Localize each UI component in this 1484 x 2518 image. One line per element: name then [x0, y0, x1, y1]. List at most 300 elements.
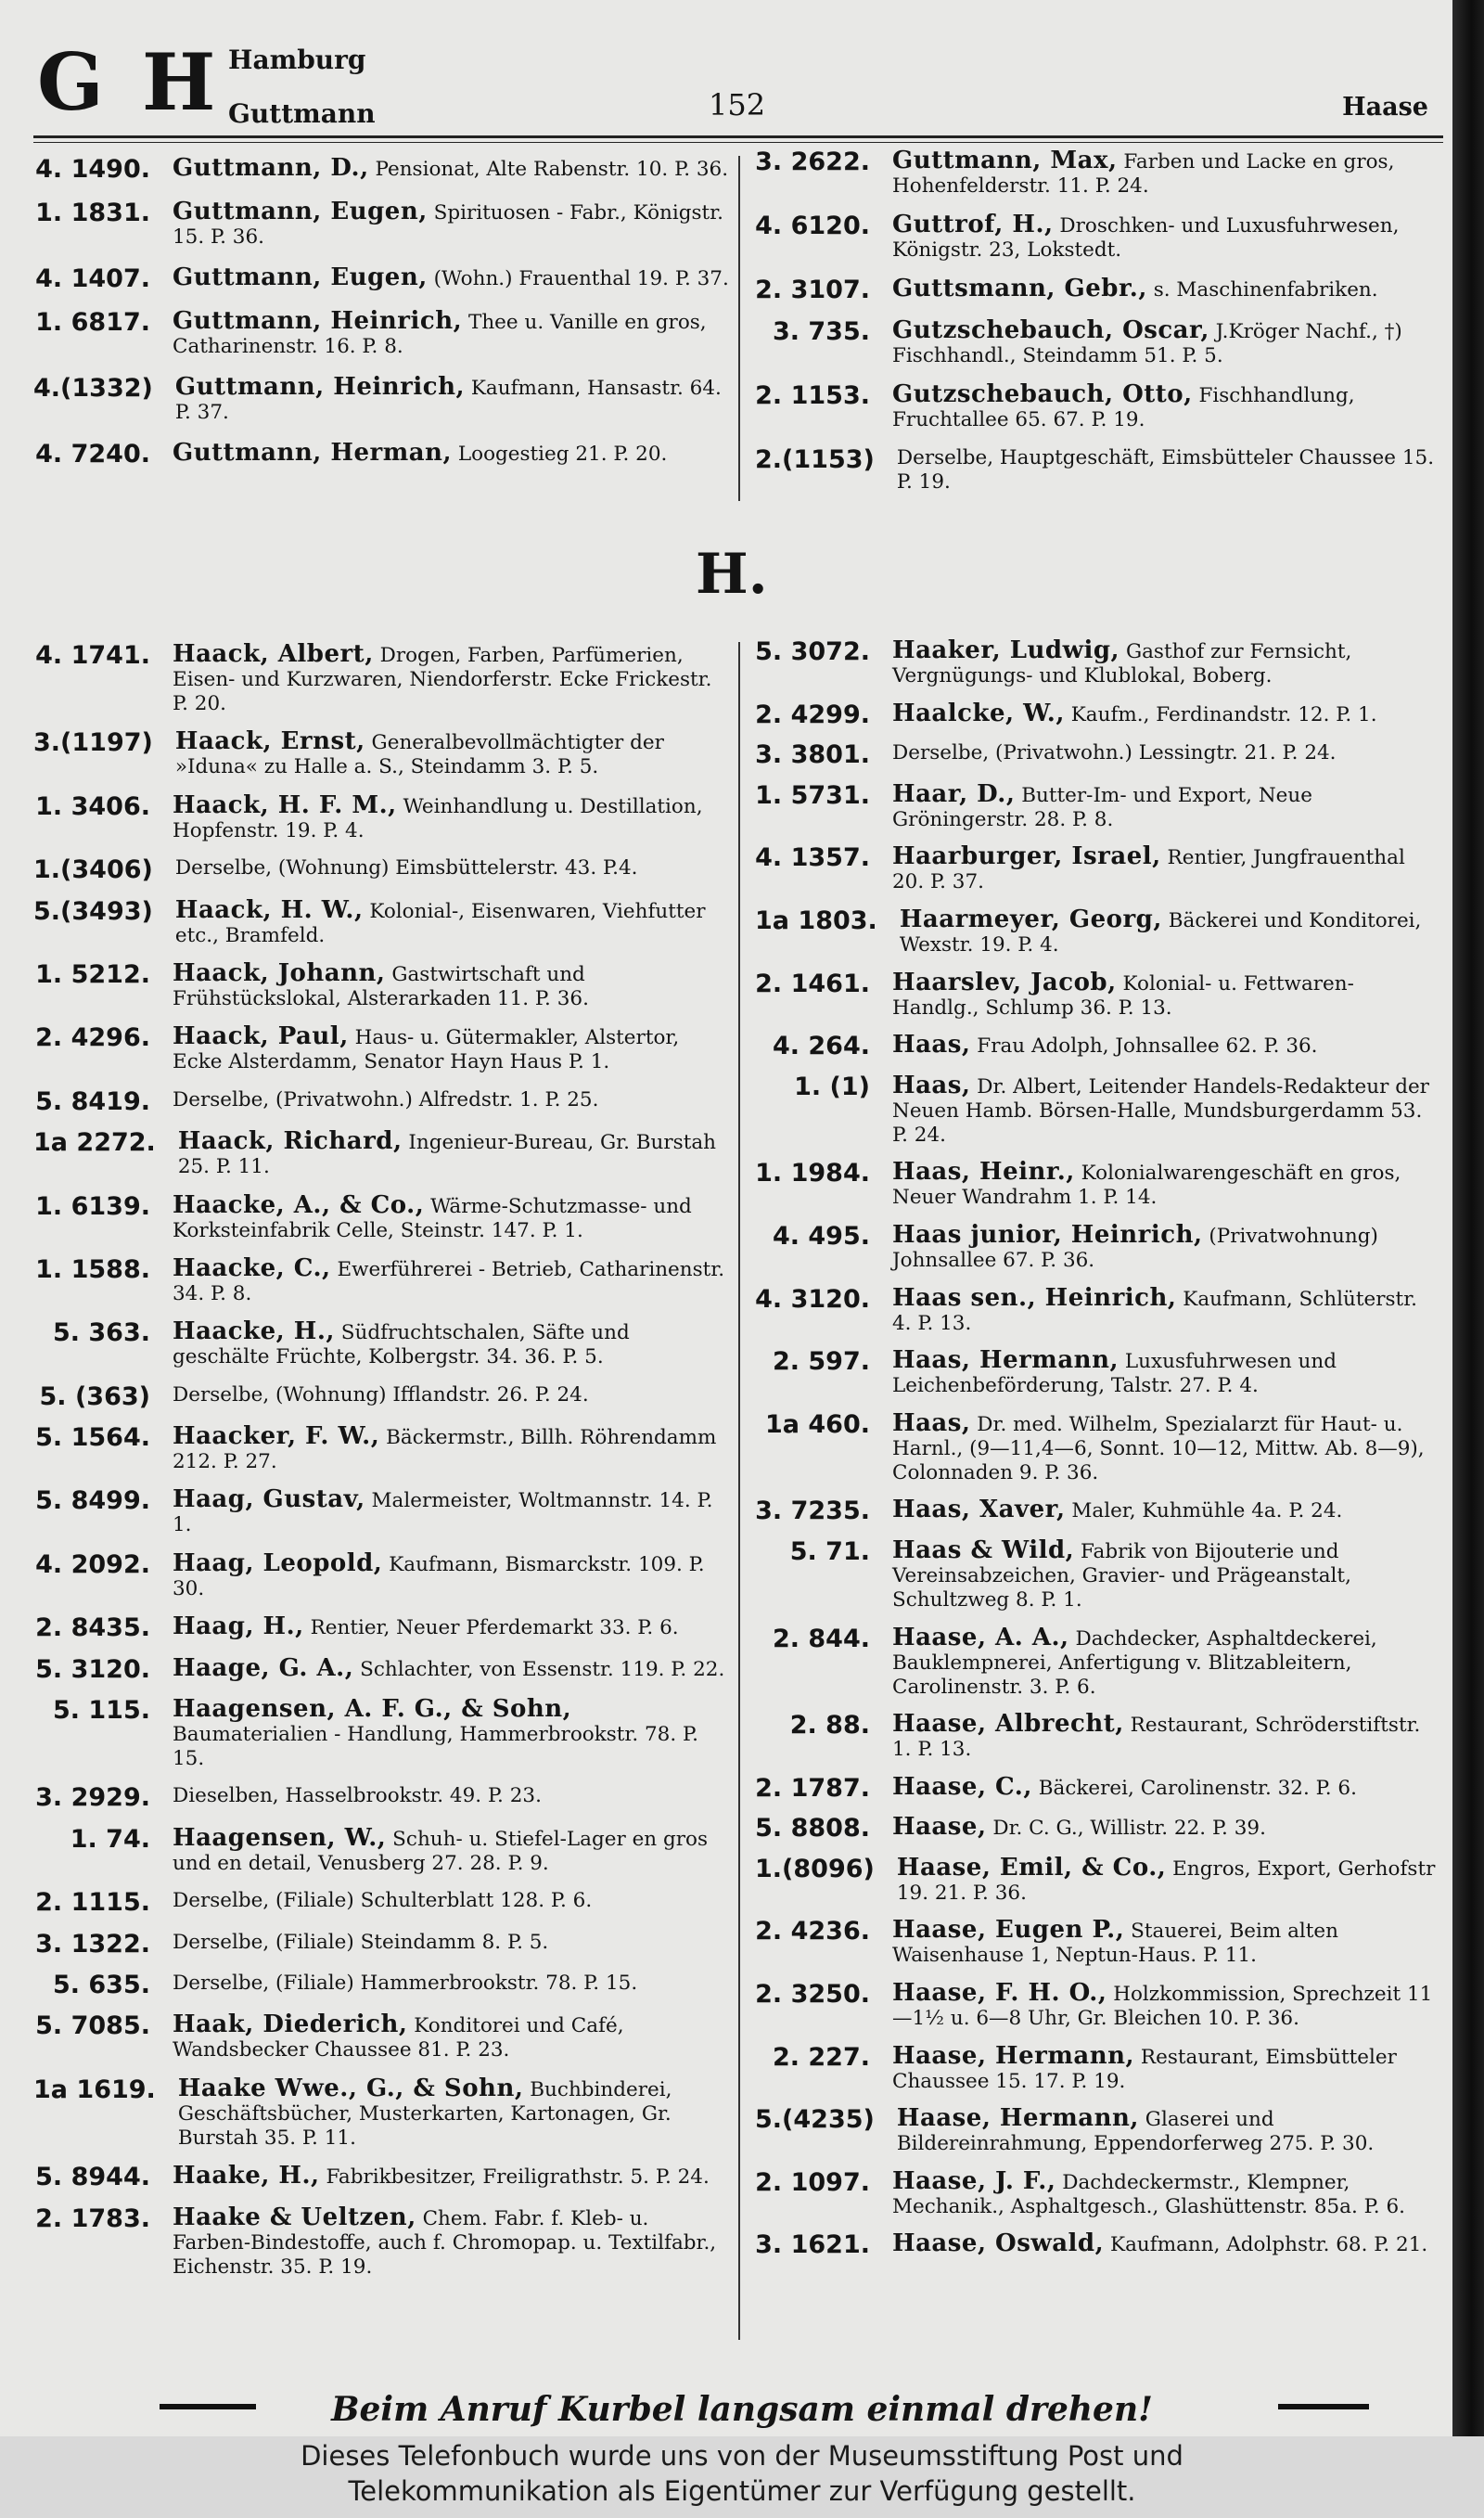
directory-entry — [755, 1625, 1438, 1700]
directory-entry — [755, 1535, 1438, 1612]
entry-text — [178, 2076, 729, 2151]
phone-number: 3. 3801. — [755, 740, 870, 770]
entry-text — [173, 199, 729, 250]
directory-entry — [33, 2205, 729, 2280]
credit-line-1: Dieses Telefonbuch wurde uns von der Museumsstiftung Post und — [301, 2440, 1183, 2472]
subscriber-name: Guttmann, Heinrich, — [174, 373, 466, 401]
directory-entry — [755, 1283, 1438, 1336]
entry-details: Ewerführerei - Betrieb, Catharinenstr. 34. P. 8. — [173, 1257, 725, 1305]
directory-entry — [755, 1853, 1438, 1906]
entry-text — [173, 1383, 729, 1407]
phone-number: 3.(1197) — [33, 728, 153, 758]
entry-details: Pensionat, Alte Rabenstr. 10. P. 36. — [375, 158, 729, 181]
subscriber-name: Haaker, Ludwig, — [892, 636, 1120, 664]
directory-entry — [755, 446, 1438, 495]
directory-entry — [33, 1319, 729, 1369]
entry-details: Droschken- und Luxusfuhrwesen, Königstr. 23, Lokstedt. — [892, 214, 1400, 262]
entry-details: Baumaterialien - Handlung, Hammerbrookstr. 78. P. 15. — [173, 1723, 698, 1771]
entry-details: Wärme-Schutzmasse- und Korksteinfabrik Celle, Steinstr. 147. P. 1. — [173, 1194, 692, 1242]
entry-text — [173, 790, 729, 843]
entry-text — [173, 1697, 729, 1771]
directory-entry — [755, 1408, 1438, 1485]
phone-number: 3. 735. — [772, 317, 870, 346]
subscriber-name: Guttrof, H., — [892, 211, 1054, 238]
directory-entry — [33, 1383, 729, 1411]
subscriber-name: Haack, Johann, — [173, 958, 386, 987]
subscriber-name: Haag, Leopold, — [173, 1548, 383, 1577]
entry-details: Frau Adolph, Johnsallee 62. P. 36. — [977, 1034, 1318, 1059]
entry-text — [173, 156, 729, 182]
phone-number: 1. 1984. — [755, 1159, 870, 1188]
subscriber-name: Haas, Hermann, — [892, 1346, 1119, 1375]
directory-entry — [33, 309, 729, 359]
subscriber-name: Haase, Hermann, — [896, 2104, 1139, 2133]
directory-entry — [33, 1614, 729, 1642]
phone-number: 3. 1621. — [755, 2230, 870, 2260]
phone-number: 5. 8419. — [35, 1086, 150, 1116]
phone-number: 5. 3072. — [755, 637, 870, 666]
entry-details: (Wohn.) Frauenthal 19. P. 37. — [433, 267, 729, 290]
phone-number: 1a 460. — [764, 1409, 870, 1439]
entry-text — [892, 1348, 1438, 1398]
entry-text — [892, 318, 1438, 368]
phone-number: 2. 227. — [772, 2042, 870, 2072]
entry-text — [173, 1614, 729, 1640]
directory-entry — [33, 856, 729, 884]
entry-details: Dr. C. G., Willistr. 22. P. 39. — [992, 1817, 1266, 1841]
entry-text — [173, 1548, 729, 1601]
entry-details: Derselbe, (Wohnung) Eimsbüttelerstr. 43. P.4. — [174, 856, 638, 880]
entry-details: Schlachter, von Essenstr. 119. P. 22. — [360, 1657, 725, 1681]
directory-entry — [755, 276, 1438, 304]
entry-details: Konditorei und Café, Wandsbecker Chaussee 81. P. 23. — [173, 2014, 624, 2062]
header-city: Hamburg — [228, 45, 366, 75]
column-top-right — [755, 148, 1438, 495]
entry-details: Bäckerei, Carolinenstr. 32. P. 6. — [1038, 1776, 1357, 1800]
entry-details: Derselbe, (Filiale) Schulterblatt 128. P. 6. — [173, 1889, 593, 1913]
directory-entry — [33, 958, 729, 1011]
entry-text — [892, 701, 1438, 727]
phone-number: 3. 7235. — [755, 1497, 870, 1526]
directory-entry — [755, 844, 1438, 894]
phone-number: 2. 3250. — [755, 1980, 870, 2010]
entry-details: Dr. Albert, Leitender Handels-Redakteur der Neuen Hamb. Börsen-Halle, Mundsburgerdamm 53. P. 24. — [892, 1074, 1429, 1147]
directory-entry — [33, 1190, 729, 1243]
phone-number: 2. 1115. — [35, 1888, 150, 1918]
entry-text — [173, 1823, 729, 1876]
entry-text — [173, 1972, 729, 1996]
header-last-name: Haase — [1342, 93, 1428, 122]
entry-text — [892, 1918, 1438, 1968]
entry-text — [173, 1487, 729, 1537]
entry-text — [178, 1129, 729, 1179]
entry-details: Gasthof zur Fernsicht, Vergnügungs- und Klublokal, Boberg. — [892, 640, 1352, 687]
directory-entry — [755, 2041, 1438, 2094]
phone-number: 2. 1153. — [755, 381, 870, 410]
phone-number: 4. 2092. — [35, 1549, 150, 1579]
entry-details: Luxusfuhrwesen und Leichenbeförderung, Talstr. 27. P. 4. — [892, 1350, 1337, 1398]
subscriber-name: Gutzschebauch, Oscar, — [892, 316, 1209, 344]
entry-details: Malermeister, Woltmannstr. 14. P. 1. — [173, 1489, 713, 1537]
subscriber-name: Haas, — [892, 1031, 971, 1060]
entry-details: Derselbe, (Filiale) Hammerbrookstr. 78. P. 15. — [173, 1971, 638, 1995]
entry-details: Ingenieur-Bureau, Gr. Burstah 25. P. 11. — [177, 1131, 717, 1179]
phone-number: 4. 1490. — [35, 155, 150, 184]
subscriber-name: Haag, H., — [173, 1612, 304, 1641]
entry-text — [892, 1712, 1438, 1762]
entry-text — [892, 382, 1438, 432]
entry-text — [892, 148, 1438, 199]
directory-entry — [33, 1823, 729, 1876]
entry-text — [892, 1220, 1438, 1273]
directory-entry — [33, 1088, 729, 1116]
phone-number: 5. 3120. — [35, 1654, 150, 1684]
entry-text — [173, 2012, 729, 2062]
directory-entry — [755, 779, 1438, 832]
phone-number: 5. 1564. — [35, 1423, 150, 1453]
entry-text — [173, 2164, 729, 2190]
subscriber-name: Guttmann, Max, — [892, 147, 1118, 174]
entry-text — [173, 1190, 729, 1243]
directory-entry — [755, 970, 1438, 1021]
phone-number: 1. 74. — [70, 1824, 150, 1854]
phone-number: 1a 1803. — [755, 906, 877, 935]
phone-number: 4. 6120. — [755, 212, 870, 240]
entry-text — [892, 276, 1438, 302]
phone-number: 5. 8499. — [35, 1486, 150, 1516]
phone-number: 2. 1787. — [755, 1773, 870, 1803]
phone-number: 5. 635. — [52, 1970, 150, 1999]
column-divider-top — [738, 156, 740, 501]
phone-number: 3. 1322. — [35, 1929, 150, 1959]
directory-entry — [33, 1784, 729, 1812]
subscriber-name: Guttmann, Eugen, — [173, 263, 428, 291]
entry-text — [892, 779, 1438, 832]
entry-details: Butter-Im- und Export, Neue Gröningerstr. 28. P. 8. — [892, 783, 1312, 831]
directory-entry — [755, 1497, 1438, 1525]
directory-entry — [33, 1424, 729, 1474]
directory-entry — [755, 701, 1438, 729]
subscriber-name: Haacker, F. W., — [173, 1422, 380, 1451]
entry-text — [175, 375, 729, 425]
directory-entry — [33, 1487, 729, 1537]
phone-number: 1a 2272. — [33, 1128, 156, 1158]
entry-text — [173, 642, 729, 716]
page-number: 152 — [709, 87, 766, 122]
phone-number: 1. 6139. — [35, 1191, 150, 1221]
entry-text — [892, 1625, 1438, 1700]
phone-number: 5. 8808. — [755, 1814, 870, 1844]
subscriber-name: Gutzschebauch, Otto, — [892, 380, 1193, 408]
entry-details: s. Maschinenfabriken. — [1153, 278, 1378, 302]
entry-text — [173, 1784, 729, 1808]
entry-text — [892, 741, 1438, 765]
subscriber-name: Haalcke, W., — [892, 699, 1065, 727]
entry-text — [892, 1981, 1438, 2031]
directory-entry — [755, 148, 1438, 199]
subscriber-name: Haacke, H., — [173, 1317, 335, 1346]
entry-details: Fischhandlung, Fruchtallee 65. 67. P. 19. — [892, 384, 1355, 431]
directory-entry — [755, 1815, 1438, 1843]
subscriber-name: Haase, F. H. O., — [892, 1979, 1107, 2008]
subscriber-name: Haack, Paul, — [173, 1022, 349, 1051]
directory-entry — [755, 1220, 1438, 1273]
directory-entry — [33, 2076, 729, 2151]
entry-details: Haus- u. Gütermakler, Alstertor, Ecke Alsterdamm, Senator Hayn Haus P. 1. — [173, 1026, 680, 1074]
header-letters: G H — [37, 36, 222, 128]
phone-number: 4. 495. — [772, 1221, 870, 1251]
entry-text — [897, 2106, 1438, 2156]
directory-entry — [33, 790, 729, 843]
entry-text — [892, 1073, 1438, 1148]
subscriber-name: Guttmann, Herman, — [173, 439, 453, 467]
column-divider-bottom — [738, 642, 740, 2340]
entry-text — [173, 1024, 729, 1074]
subscriber-name: Haase, — [892, 1813, 987, 1842]
subscriber-name: Haase, J. F., — [892, 2166, 1056, 2195]
directory-entry — [33, 265, 729, 293]
directory-entry — [755, 1712, 1438, 1762]
subscriber-name: Haase, Eugen P., — [892, 1916, 1125, 1945]
phone-number: 5. 71. — [789, 1536, 870, 1566]
phone-number: 1.(8096) — [755, 1854, 875, 1883]
subscriber-name: Guttmann, D., — [173, 154, 369, 182]
entry-text — [892, 1772, 1438, 1801]
subscriber-name: Haack, Albert, — [173, 640, 374, 668]
entry-details: Kolonialwarengeschäft en gros, Neuer Wandrahm 1. P. 14. — [892, 1162, 1401, 1210]
entry-text — [892, 1497, 1438, 1523]
phone-number: 2. 4299. — [755, 700, 870, 729]
entry-text — [173, 2205, 729, 2280]
phone-number: 2. 1461. — [755, 969, 870, 998]
subscriber-name: Haas, — [892, 1408, 971, 1437]
entry-details: Stauerei, Beim alten Waisenhause 1, Neptun-Haus. P. 11. — [892, 1920, 1338, 1968]
entry-text — [173, 1088, 729, 1112]
subscriber-name: Haarslev, Jacob, — [892, 968, 1117, 996]
entry-details: Thee u. Vanille en gros, Catharinenstr. 16. P. 8. — [173, 311, 707, 358]
phone-number: 5. 7085. — [35, 2011, 150, 2041]
phone-number: 2. 597. — [772, 1347, 870, 1377]
entry-text — [892, 638, 1438, 688]
entry-details: Fabrikbesitzer, Freiligrathstr. 5. P. 24. — [326, 2165, 710, 2190]
subscriber-name: Haack, H. W., — [174, 895, 364, 924]
entry-text — [173, 1889, 729, 1913]
directory-entry — [33, 1697, 729, 1771]
phone-number: 5. 8944. — [35, 2163, 150, 2192]
entry-details: Weinhandlung u. Destillation, Hopfenstr. 19. P. 4. — [173, 794, 703, 842]
entry-details: Südfruchtschalen, Säfte und geschälte Früchte, Kolbergstr. 34. 36. P. 5. — [173, 1321, 630, 1369]
directory-entry — [755, 1033, 1438, 1060]
phone-number: 3. 2929. — [35, 1783, 150, 1813]
entry-details: Dachdecker, Asphaltdeckerei, Bauklempnerei, Anfertigung v. Blitzableitern, Carolinenstr. 3. P. 6. — [892, 1626, 1377, 1699]
entry-details: Holzkommission, Sprechzeit 11—1½ u. 6—8 Uhr, Gr. Bleichen 10. P. 36. — [892, 1983, 1433, 2031]
entry-text — [173, 441, 729, 467]
entry-details: J.Kröger Nachf., †) Fischhandl., Steindamm 51. P. 5. — [892, 320, 1402, 367]
entry-details: Loogestieg 21. P. 20. — [457, 443, 668, 466]
subscriber-name: Haak, Diederich, — [173, 2011, 408, 2039]
entry-details: (Privatwohnung) Johnsallee 67. P. 36. — [892, 1224, 1378, 1272]
directory-entry — [755, 2166, 1438, 2219]
phone-number: 5.(4235) — [755, 2105, 875, 2135]
entry-details: Kaufm., Ferdinandstr. 12. P. 1. — [1070, 702, 1377, 726]
entry-text — [896, 1853, 1438, 1906]
entry-text — [892, 212, 1438, 263]
entry-details: Engros, Export, Gerhofstr 19. 21. P. 36. — [896, 1856, 1436, 1905]
entry-text — [173, 1653, 729, 1682]
phone-number: 2. 4296. — [35, 1023, 150, 1053]
entry-details: Bäckerei und Konditorei, Wexstr. 19. P. 4. — [899, 908, 1422, 957]
entry-details: Derselbe, (Filiale) Steindamm 8. P. 5. — [173, 1930, 549, 1954]
entry-details: Chem. Fabr. f. Kleb- u. Farben-Bindestoffe, auch f. Chromopap. u. Textilfabr., Eichenstr. 35. P. 19. — [173, 2206, 717, 2279]
subscriber-name: Haase, Emil, & Co., — [896, 1853, 1167, 1882]
entry-text — [892, 844, 1438, 894]
subscriber-name: Guttsmann, Gebr., — [892, 275, 1147, 302]
phone-number: 1. 1831. — [35, 199, 150, 227]
phone-number: 1. 5731. — [755, 780, 870, 810]
phone-number: 2. 8435. — [35, 1613, 150, 1643]
directory-entry — [33, 1972, 729, 1999]
subscriber-name: Haake & Ueltzen, — [173, 2203, 416, 2231]
entry-text — [175, 729, 729, 779]
entry-text — [892, 970, 1438, 1021]
entry-details: Farben und Lacke en gros, Hohenfelderstr. 11. P. 24. — [892, 150, 1395, 198]
phone-number: 2. 1783. — [35, 2203, 150, 2233]
entry-details: Fabrik von Bijouterie und Vereinsabzeichen, Gravier- und Prägeanstalt, Schultzweg 8. P. 1. — [892, 1539, 1351, 1612]
entry-details: Generalbevollmächtigter der »Iduna« zu Halle a. S., Steindamm 3. P. 5. — [174, 731, 664, 779]
entry-text — [892, 1033, 1438, 1059]
entry-details: Bäckermstr., Billh. Röhrendamm 212. P. 27. — [173, 1426, 717, 1474]
entry-details: Dr. med. Wilhelm, Spezialarzt für Haut- u. Harnl., (9—11,4—6, Sonnt. 10—12, Mittw. Ab. 8—9), Colonnaden 9. P. 36. — [892, 1412, 1425, 1484]
directory-entry — [33, 895, 729, 948]
phone-number: 2. 88. — [789, 1711, 870, 1741]
entry-details: Restaurant, Schröderstiftstr. 1. P. 13. — [892, 1714, 1421, 1762]
entry-text — [900, 907, 1438, 957]
phone-number: 2.(1153) — [755, 445, 875, 474]
phone-number: 5.(3493) — [33, 896, 153, 926]
directory-entry — [755, 1981, 1438, 2031]
directory-entry — [33, 375, 729, 425]
directory-entry — [33, 441, 729, 469]
column-bottom-left — [33, 642, 729, 2280]
phone-number: 2. 4236. — [755, 1917, 870, 1946]
entry-text — [173, 1319, 729, 1369]
phone-number: 4.(1332) — [33, 374, 153, 403]
footer-dash-right — [1278, 2404, 1369, 2409]
directory-entry — [33, 1653, 729, 1684]
book-spine — [1452, 0, 1484, 2436]
entry-text — [892, 1408, 1438, 1485]
phone-number: 2. 844. — [772, 1624, 870, 1653]
subscriber-name: Haagensen, W., — [173, 1823, 387, 1852]
footer-slogan: Beim Anruf Kurbel langsam einmal drehen! — [331, 2390, 1153, 2429]
directory-entry — [33, 1253, 729, 1306]
directory-entry — [755, 741, 1438, 769]
directory-entry — [755, 2106, 1438, 2156]
subscriber-name: Haag, Gustav, — [173, 1485, 365, 1514]
phone-number: 1. 1588. — [35, 1254, 150, 1284]
directory-entry — [33, 2012, 729, 2062]
entry-text — [175, 856, 729, 880]
phone-number: 5. 363. — [52, 1318, 150, 1348]
entry-text — [173, 1424, 729, 1474]
entry-details: Kolonial- u. Fettwaren-Handlg., Schlump 36. P. 13. — [892, 971, 1354, 1020]
phone-number: 2. 1097. — [755, 2167, 870, 2197]
phone-number: 4. 264. — [772, 1032, 870, 1061]
section-heading: H. — [696, 542, 768, 607]
phone-number: 4. 1741. — [35, 641, 150, 670]
header-rule-thin — [33, 142, 1443, 143]
entry-details: Maler, Kuhmühle 4a. P. 24. — [1071, 1499, 1343, 1523]
entry-text — [892, 2166, 1438, 2219]
directory-entry — [33, 1931, 729, 1959]
credit-note — [0, 2438, 1484, 2509]
subscriber-name: Haack, Richard, — [177, 1127, 403, 1156]
subscriber-name: Haase, Albrecht, — [892, 1710, 1124, 1739]
subscriber-name: Haas, Xaver, — [892, 1496, 1066, 1524]
subscriber-name: Haase, Oswald, — [892, 2229, 1105, 2258]
entry-details: Kaufmann, Adolphstr. 68. P. 21. — [1110, 2233, 1428, 2257]
directory-entry — [33, 1129, 729, 1179]
entry-text — [892, 1283, 1438, 1336]
directory-entry — [755, 638, 1438, 688]
subscriber-name: Haas & Wild, — [892, 1535, 1075, 1564]
subscriber-name: Haar, D., — [892, 779, 1016, 808]
entry-details: Buchbinderei, Geschäftsbücher, Musterkarten, Kartonagen, Gr. Burstah 35. P. 11. — [177, 2077, 672, 2150]
credit-line-2: Telekommunikation als Eigentümer zur Verfügung gestellt. — [348, 2475, 1136, 2507]
directory-entry — [33, 199, 729, 250]
directory-entry — [755, 907, 1438, 957]
directory-entry — [755, 1348, 1438, 1398]
subscriber-name: Haack, H. F. M., — [173, 790, 397, 819]
subscriber-name: Guttmann, Eugen, — [173, 198, 428, 225]
header-first-name: Guttmann — [228, 98, 376, 129]
entry-text — [892, 2041, 1438, 2094]
entry-text — [174, 895, 729, 948]
entry-details: Kaufmann, Hansastr. 64. P. 37. — [174, 377, 722, 424]
directory-entry — [33, 2164, 729, 2191]
subscriber-name: Haas junior, Heinrich, — [892, 1220, 1203, 1249]
entry-details: Derselbe, (Wohnung) Ifflandstr. 26. P. 24. — [173, 1382, 589, 1407]
entry-text — [892, 2231, 1438, 2257]
subscriber-name: Haarmeyer, Georg, — [899, 905, 1162, 933]
subscriber-name: Haase, Hermann, — [892, 2041, 1135, 2070]
phone-number: 2. 3107. — [755, 276, 870, 304]
phone-number: 3. 2622. — [755, 148, 870, 176]
phone-number: 1a 1619. — [33, 2075, 156, 2104]
phone-number: 1. 6817. — [35, 308, 150, 337]
entry-details: Dieselben, Hasselbrookstr. 49. P. 23. — [173, 1784, 542, 1808]
entry-text — [892, 1535, 1438, 1612]
subscriber-name: Haas, — [892, 1071, 971, 1099]
entry-details: Derselbe, (Privatwohn.) Alfredstr. 1. P. 25. — [173, 1087, 599, 1111]
directory-entry — [33, 642, 729, 716]
directory-entry — [755, 1073, 1438, 1148]
directory-entry — [755, 318, 1438, 368]
directory-entry — [33, 729, 729, 779]
subscriber-name: Haacke, C., — [173, 1253, 331, 1282]
entry-details: Glaserei und Bildereinrahmung, Eppendorferweg 275. P. 30. — [896, 2108, 1375, 2156]
subscriber-name: Haacke, A., & Co., — [173, 1190, 425, 1219]
entry-text — [897, 446, 1438, 495]
subscriber-name: Haase, C., — [892, 1772, 1032, 1801]
entry-details: Kaufmann, Bismarckstr. 109. P. 30. — [173, 1552, 705, 1600]
directory-entry — [755, 2231, 1438, 2259]
entry-text — [173, 309, 729, 359]
subscriber-name: Haagensen, A. F. G., & Sohn, — [173, 1695, 572, 1724]
subscriber-name: Haas sen., Heinrich, — [892, 1283, 1177, 1312]
entry-details: Gastwirtschaft und Frühstückslokal, Alsterarkaden 11. P. 36. — [173, 962, 589, 1010]
entry-details: Restaurant, Eimsbütteler Chaussee 15. 17. P. 19. — [892, 2045, 1397, 2093]
